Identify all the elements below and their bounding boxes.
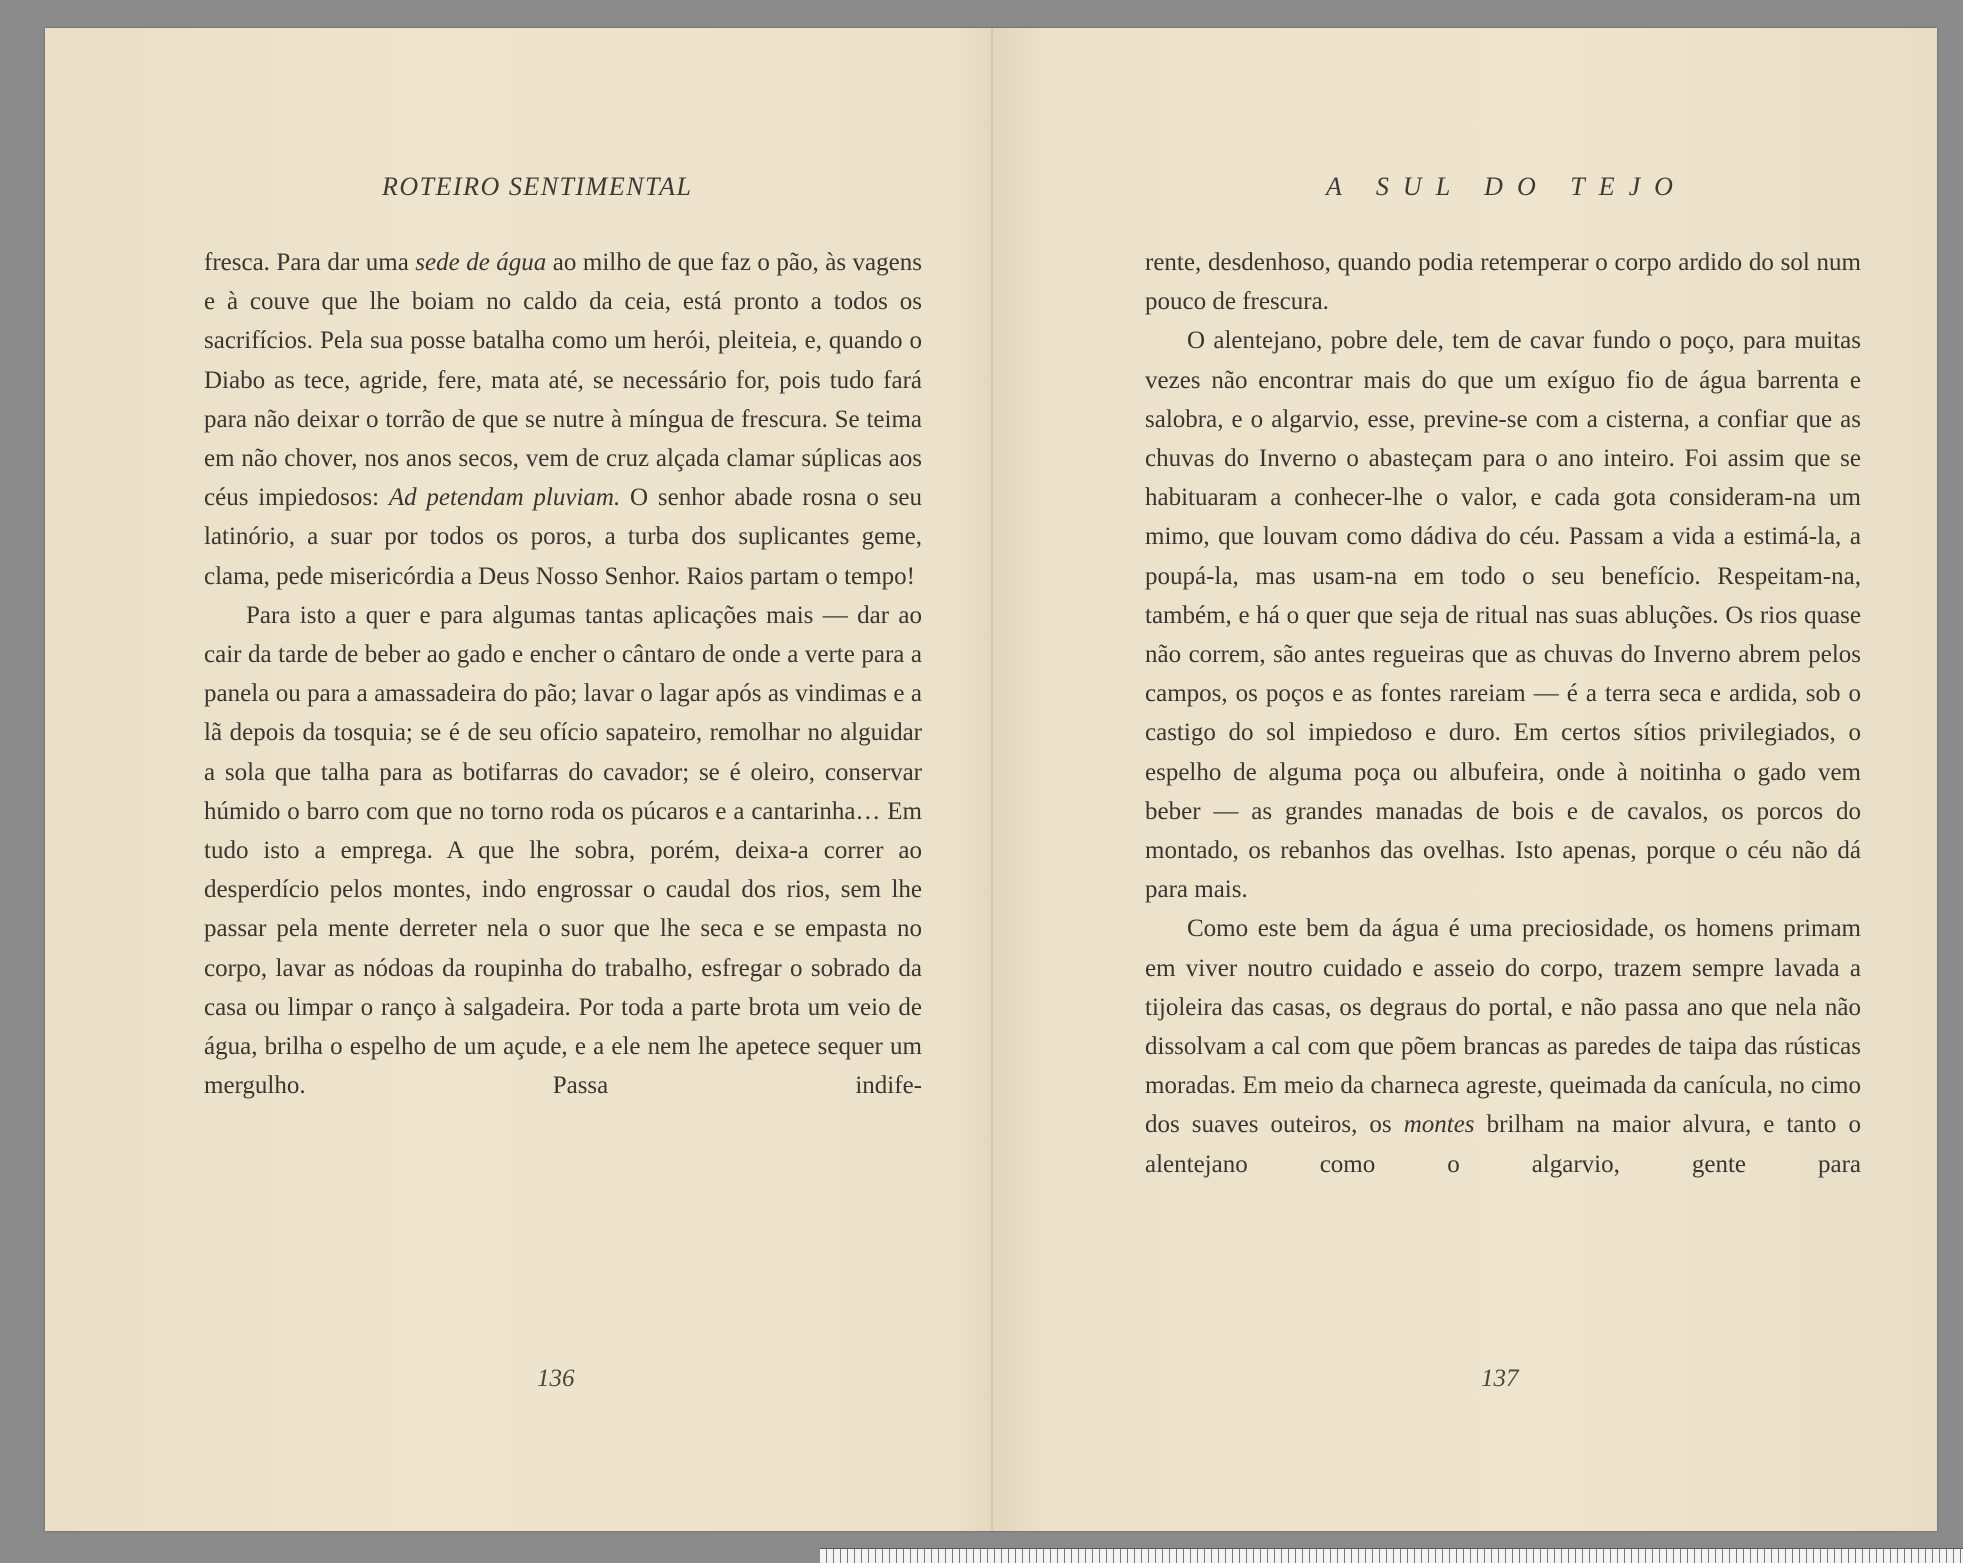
right-page [993, 28, 1937, 1531]
paragraph [204, 596, 922, 1106]
text-run: rente, desdenhoso, quando podia retemperar o corpo ardido do sol num pouco de frescura. [1145, 249, 1861, 316]
body-text-right [1145, 243, 1861, 1184]
text-run: Como este bem da água é uma preciosidade, os homens primam em viver noutro cuidado e asseio do corpo, trazem sempre lavada a tijoleira das casas, os degraus do portal, e não passa ano que nela não dissolvam a cal com que põem brancas as paredes de taipa das rústicas moradas. Em meio da charneca agreste, queimada da canícula, no cimo dos suaves outeiros, os [1145, 915, 1861, 1139]
book-spread [45, 28, 1937, 1531]
page-number-left: 136 [537, 1365, 575, 1392]
text-run: Para isto a quer e para algumas tantas aplicações mais — dar ao cair da tarde de beber ao gado e encher o cântaro de onde a verte para a panela ou para a amassadeira do pão; lavar o lagar após as vindimas e a lã depois da tosquia; se é de seu ofício sapateiro, remolhar no alguidar a sola que talha para as botifarras do cavador; se é oleiro, conservar húmido o barro com que no torno roda os púcaros e a cantarinha… Em tudo isto a emprega. A que lhe sobra, porém, deixa-a correr ao desperdício pelos montes, indo engrossar o caudal dos rios, sem lhe passar pela mente derreter nela o suor que lhe seca e se empasta no corpo, lavar as nódoas da roupinha do trabalho, esfregar o sobrado da casa ou limpar o ranço à salgadeira. Por toda a parte brota um veio de água, brilha o espelho de um açude, e a ele nem lhe apetece sequer um mergulho. Passa indife- [204, 601, 922, 1100]
running-head-left: ROTEIRO SENTIMENTAL [382, 172, 693, 201]
italic-text: montes [1403, 1111, 1475, 1139]
italic-text: sede de água [415, 249, 547, 276]
italic-text: Ad petendam pluviam. [388, 484, 621, 512]
paragraph [1145, 321, 1861, 909]
color-calibration-scale [820, 1548, 1963, 1563]
left-page [45, 28, 991, 1531]
body-text-left [204, 243, 922, 1105]
paragraph [204, 243, 922, 596]
running-head-right: A SUL DO TEJO [1326, 172, 1687, 201]
paragraph [1145, 243, 1861, 321]
paragraph [1145, 909, 1861, 1183]
text-run: ao milho de que faz o pão, às vagens e à couve que lhe boiam no caldo da ceia, está pronto a todos os sacrifícios. Pela sua posse batalha como um herói, pleiteia, e, quando o Diabo as tece, agride, fere, mata até, se necessário for, pois tudo fará para não deixar o torrão de que se nutre à míngua de frescura. Se teima em não chover, nos anos secos, vem de cruz alçada clamar súplicas aos céus impiedosos: [204, 249, 922, 512]
text-run: O alentejano, pobre dele, tem de cavar fundo o poço, para muitas vezes não encontrar mais do que um exíguo fio de água barrenta e salobra, e o algarvio, esse, previne-se com a cisterna, a confiar que as chuvas do Inverno o abasteçam para o ano inteiro. Foi assim que se habituaram a conhecer-lhe o valor, e cada gota consideram-na um mimo, que louvam como dádiva do céu. Passam a vida a estimá-la, a poupá-la, mas usam-na em todo o seu benefício. Respeitam-na, também, e há o quer que seja de ritual nas suas abluções. Os rios quase não correm, são antes regueiras que as chuvas do Inverno abrem pelos campos, os poços e as fontes rareiam — é a terra seca e ardida, sob o castigo do sol impiedoso e duro. Em certos sítios privilegiados, o espelho de alguma poça ou albufeira, onde à noitinha o gado vem beber — as grandes manadas de bois e de cavalos, os porcos do montado, os rebanhos das ovelhas. Isto apenas, porque o céu não dá para mais. [1145, 327, 1861, 904]
text-run: O senhor abade rosna o seu latinório, a suar por todos os poros, a turba dos suplicantes geme, clama, pede misericórdia a Deus Nosso Senhor. Raios partam o tempo! [204, 484, 922, 590]
text-run: brilham na maior alvura, e tanto o alentejano como o algarvio, gente para [1145, 1111, 1862, 1178]
text-run: fresca. Para dar uma [204, 249, 416, 276]
page-number-right: 137 [1481, 1365, 1519, 1392]
